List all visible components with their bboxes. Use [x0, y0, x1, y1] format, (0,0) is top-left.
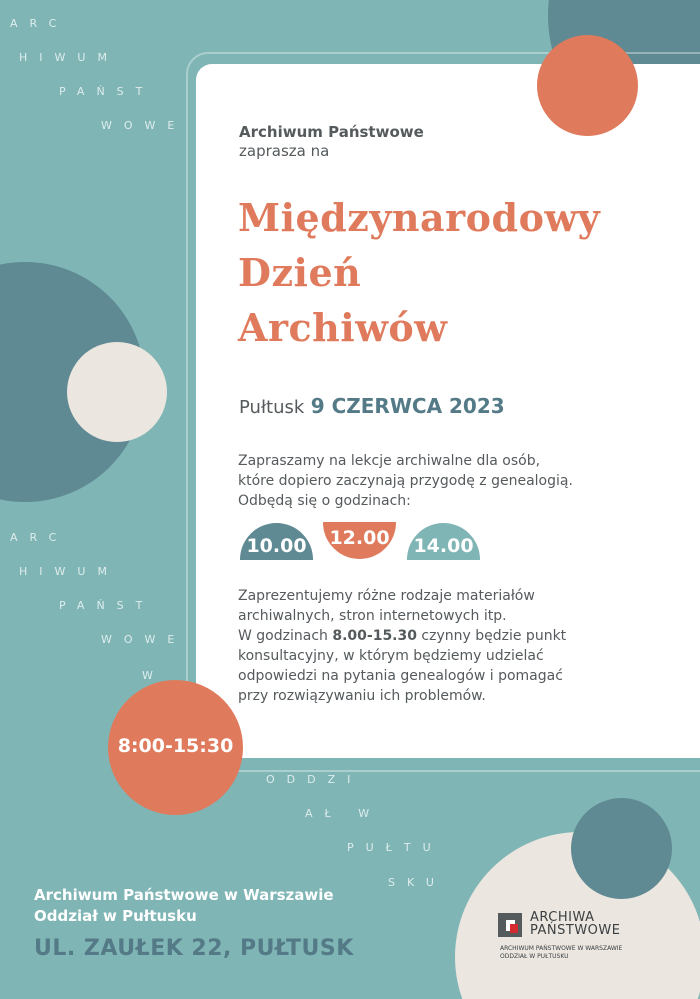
event-title: [238, 190, 600, 355]
watermark-middle-3: PAŃST: [59, 599, 155, 612]
details-line-2: archiwalnych, stron internetowych itp.: [238, 608, 507, 624]
decor-circle-cream-left: [67, 342, 167, 442]
details-line-3-post: czynny będzie punkt: [416, 628, 567, 644]
watermark-middle-5: W: [142, 669, 165, 682]
details-line-3-pre: W godzinach: [238, 628, 333, 644]
decor-circle-coral-top: [537, 35, 638, 136]
lessons-line-2: które dopiero zaczynają przygodę z genealogią.: [238, 473, 573, 489]
details-hours: 8.00-15.30: [332, 628, 417, 644]
watermark-middle-1: ARC: [10, 531, 69, 544]
details-line-3: [238, 626, 638, 646]
intro-organization: Archiwum Państwowe: [239, 123, 424, 141]
watermark-top-3: PAŃST: [59, 85, 155, 98]
watermark-middle-4: WOWE: [101, 633, 187, 646]
hours-badge: 8:00-15:30: [117, 735, 234, 757]
details-line-6: przy rozwiązywaniu ich problemów.: [238, 688, 486, 704]
lessons-line-1: Zapraszamy na lekcje archiwalne dla osób,: [238, 453, 541, 469]
footer-org-line-1: Archiwum Państwowe w Warszawie: [34, 886, 334, 904]
event-date-line: [239, 394, 505, 418]
decor-circle-dark-bottom: [571, 798, 672, 899]
watermark-bottom-3: PUŁTU: [347, 841, 443, 854]
logo-title-line-2: PAŃSTWOWE: [530, 923, 621, 938]
logo-subtitle: [500, 945, 622, 961]
intro-invites: zaprasza na: [239, 142, 330, 160]
details-line-5: odpowiedzi na pytania genealogów i pomagać: [238, 668, 563, 684]
footer-organization: [34, 885, 334, 927]
watermark-top-2: HIWUM: [19, 51, 119, 64]
event-title-line-1: Międzynarodowy: [238, 195, 601, 240]
watermark-bottom-4: SKU: [388, 876, 446, 889]
logo-sub-line-1: ARCHIWUM PAŃSTWOWE W WARSZAWIE: [500, 945, 623, 952]
lessons-line-3: Odbędą się o godzinach:: [238, 493, 411, 509]
watermark-middle-2: HIWUM: [19, 565, 119, 578]
details-paragraph: [238, 586, 638, 706]
watermark-bottom-2: AŁ W: [305, 807, 382, 820]
footer-org-line-2: Oddział w Pułtusku: [34, 907, 197, 925]
logo-title-line-1: ARCHIWA: [530, 910, 595, 925]
archiwa-logo-icon: [498, 913, 522, 937]
details-line-4: konsultacyjny, w którym będziemy udzielać: [238, 648, 544, 664]
event-place: Pułtusk: [239, 397, 305, 418]
watermark-top-4: WOWE: [101, 119, 187, 132]
watermark-bottom-1: ODDZI: [266, 773, 363, 786]
logo-sub-line-2: ODDZIAŁ W PUŁTUSKU: [500, 953, 569, 960]
event-title-line-3: Archiwów: [238, 305, 448, 350]
logo-title: [530, 911, 620, 937]
lessons-paragraph: [238, 451, 638, 511]
time-badge-3: 14.00: [407, 523, 480, 560]
watermark-top-1: ARC: [10, 17, 69, 30]
intro: [239, 123, 424, 161]
footer-address: UL. ZAUŁEK 22, PUŁTUSK: [34, 936, 354, 961]
event-title-line-2: Dzień: [238, 250, 362, 295]
time-badge-1: 10.00: [240, 523, 313, 560]
time-badge-2: 12.00: [323, 522, 396, 559]
details-line-1: Zaprezentujemy różne rodzaje materiałów: [238, 588, 535, 604]
event-date: 9 CZERWCA 2023: [310, 394, 505, 418]
